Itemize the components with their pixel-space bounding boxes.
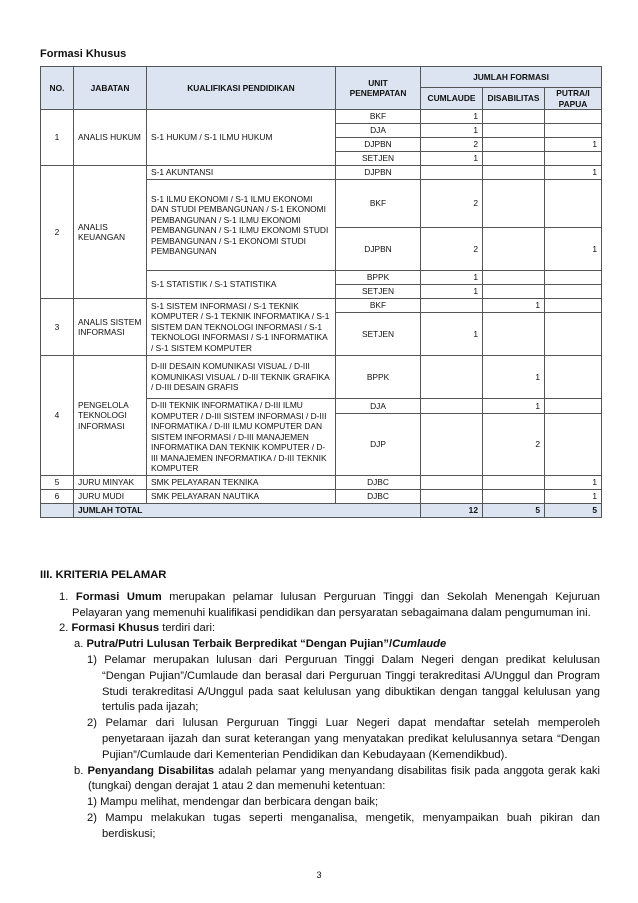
jabatan-cell: JURU MUDI: [74, 489, 147, 503]
header-putra-papua: PUTRA/I PAPUA: [545, 88, 602, 110]
item-bold-label: Formasi Umum: [75, 590, 162, 603]
putra-papua-cell: [545, 110, 602, 124]
criteria-item-formasi-umum: [40, 590, 600, 622]
disabilitas-cell: [483, 228, 545, 271]
disabilitas-cell: 2: [483, 413, 545, 475]
table-row: [41, 356, 602, 399]
cumlaude-cell: 1: [421, 124, 483, 138]
formasi-khusus-table: [40, 66, 602, 518]
putra-papua-cell: [545, 124, 602, 138]
disabilitas-cell: [483, 138, 545, 152]
disabilitas-cell: 1: [483, 399, 545, 414]
kualifikasi-cell: S-1 SISTEM INFORMASI / S-1 TEKNIK KOMPUTER / S-1 TEKNIK INFORMATIKA / S-1 SISTEM DAN TEKNOLOGI INFORMASI / S-1 TEKNOLOGI INFORMASI / S-1 INFORMATIKA / S-1 SISTEM KOMPUTER: [147, 299, 336, 356]
jabatan-cell: ANALIS KEUANGAN: [74, 166, 147, 299]
putra-papua-cell: [545, 413, 602, 475]
cumlaude-cell: [421, 489, 483, 503]
kualifikasi-cell: S-1 ILMU EKONOMI / S-1 ILMU EKONOMI DAN STUDI PEMBANGUNAN / S-1 EKONOMI PEMBANGUNAN / S-1 ILMU EKONOMI PEMBANGUNAN / S-1 ILMU EKONOMI STUDI PEMBANGUNAN / S-1 EKONOMI STUDI PEMBANGUNAN: [147, 180, 336, 271]
row-number: 2: [41, 166, 74, 299]
unit-penempatan-cell: DJPBN: [336, 166, 421, 180]
subitem-cumlaude-1: [40, 653, 600, 716]
section-title: Formasi Khusus: [40, 48, 127, 60]
row-number: 3: [41, 299, 74, 356]
section-heading: III. KRITERIA PELAMAR: [40, 569, 167, 581]
item-text: merupakan pelamar lulusan Perguruan Tinggi dan Sekolah Menengah Kejuruan Pelayaran yang memenuhi kualifikasi pendidikan dan persyaratan sebagaimana dalam pengumuman ini.: [72, 590, 600, 619]
cumlaude-cell: 1: [421, 285, 483, 299]
header-disabilitas: DISABILITAS: [483, 88, 545, 110]
unit-penempatan-cell: SETJEN: [336, 152, 421, 166]
kualifikasi-cell: S-1 HUKUM / S-1 ILMU HUKUM: [147, 110, 336, 166]
total-putra-papua: 5: [545, 503, 602, 517]
total-row: [41, 503, 602, 517]
disabilitas-cell: [483, 489, 545, 503]
putra-papua-cell: 1: [545, 228, 602, 271]
jabatan-cell: PENGELOLA TEKNOLOGI INFORMASI: [74, 356, 147, 476]
item-bold-label: Formasi Khusus: [71, 622, 160, 635]
disabilitas-cell: [483, 166, 545, 180]
item-number: b.: [74, 764, 84, 777]
item-text: Pelamar dari lulusan Perguruan Tinggi Luar Negeri dapat mendaftar setelah memperoleh penyetaraan ijazah dan surat keterangan yang menyatakan predikat kelulusannya setara “Dengan Pujian”/Cumlaude dari Kementerian Pendidikan dan Kebudayaan (Kemendikbud).: [102, 717, 601, 761]
page-number: 3: [316, 870, 322, 880]
disabilitas-cell: [483, 271, 545, 285]
unit-penempatan-cell: DJA: [336, 399, 421, 414]
jabatan-cell: ANALIS HUKUM: [74, 110, 147, 166]
item-number: a.: [74, 638, 84, 651]
cumlaude-cell: [421, 299, 483, 313]
subitem-disabilitas-2: [40, 811, 600, 843]
total-cumlaude: 12: [421, 503, 483, 517]
subitem-disabilitas: [40, 764, 600, 796]
cumlaude-cell: 1: [421, 110, 483, 124]
header-no: NO.: [41, 67, 74, 110]
row-number: 4: [41, 356, 74, 476]
putra-papua-cell: 1: [545, 138, 602, 152]
unit-penempatan-cell: DJP: [336, 413, 421, 475]
unit-penempatan-cell: BKF: [336, 299, 421, 313]
putra-papua-cell: 1: [545, 166, 602, 180]
item-number: 1): [87, 653, 97, 666]
item-text: Pelamar merupakan lulusan dari Perguruan Tinggi Dalam Negeri dengan predikat kelulusan “Dengan Pujian”/Cumlaude dan berasal dari Perguruan Tinggi terakreditasi A/Unggul dan Program Studi terakreditasi A/Unggul pada saat kelulusan yang dibuktikan dengan tanggal kelulusan yang tertulis pada ijazah;: [102, 653, 600, 714]
jabatan-cell: ANALIS SISTEM INFORMASI: [74, 299, 147, 356]
putra-papua-cell: [545, 285, 602, 299]
cumlaude-cell: 1: [421, 271, 483, 285]
total-label: JUMLAH TOTAL: [74, 503, 421, 517]
disabilitas-cell: 1: [483, 299, 545, 313]
item-italic-label: Cumlaude: [392, 638, 447, 651]
table-row: [41, 489, 602, 503]
unit-penempatan-cell: DJPBN: [336, 228, 421, 271]
disabilitas-cell: [483, 152, 545, 166]
subitem-cumlaude-2: [40, 716, 600, 763]
subitem-cumlaude: [40, 637, 600, 653]
kualifikasi-cell: S-1 AKUNTANSI: [147, 166, 336, 180]
cumlaude-cell: 2: [421, 138, 483, 152]
putra-papua-cell: 1: [545, 475, 602, 489]
unit-penempatan-cell: DJA: [336, 124, 421, 138]
header-cumlaude: CUMLAUDE: [421, 88, 483, 110]
item-text: adalah pelamar yang menyandang disabilitas fisik pada anggota gerak kaki (tungkai) dengan derajat 1 atau 2 dan memenuhi ketentuan:: [88, 764, 601, 793]
putra-papua-cell: [545, 313, 602, 356]
unit-penempatan-cell: DJBC: [336, 475, 421, 489]
cumlaude-cell: 1: [421, 152, 483, 166]
kualifikasi-cell: SMK PELAYARAN NAUTIKA: [147, 489, 336, 503]
cumlaude-cell: 2: [421, 180, 483, 228]
unit-penempatan-cell: SETJEN: [336, 313, 421, 356]
total-empty-cell: [41, 503, 74, 517]
row-number: 6: [41, 489, 74, 503]
cumlaude-cell: [421, 356, 483, 399]
row-number: 1: [41, 110, 74, 166]
disabilitas-cell: [483, 180, 545, 228]
header-kualifikasi: KUALIFIKASI PENDIDIKAN: [147, 67, 336, 110]
subitem-disabilitas-1: [40, 795, 600, 811]
putra-papua-cell: [545, 180, 602, 228]
kualifikasi-cell: D-III DESAIN KOMUNIKASI VISUAL / D-III KOMUNIKASI VISUAL / D-III TEKNIK GRAFIKA / D-III DESAIN GRAFIS: [147, 356, 336, 399]
row-number: 5: [41, 475, 74, 489]
item-number: 2): [87, 717, 97, 730]
disabilitas-cell: [483, 475, 545, 489]
item-text: Mampu melakukan tugas seperti menganalisa, mengetik, menyampaikan buah pikiran dan berdiskusi;: [102, 811, 600, 840]
kriteria-pelamar-section: [40, 568, 600, 843]
unit-penempatan-cell: BPPK: [336, 271, 421, 285]
kualifikasi-cell: SMK PELAYARAN TEKNIKA: [147, 475, 336, 489]
putra-papua-cell: [545, 356, 602, 399]
cumlaude-cell: [421, 475, 483, 489]
header-unit-penempatan: UNIT PENEMPATAN: [336, 67, 421, 110]
putra-papua-cell: [545, 299, 602, 313]
unit-penempatan-cell: BPPK: [336, 356, 421, 399]
table-row: [41, 166, 602, 180]
item-number: 1): [87, 796, 97, 809]
unit-penempatan-cell: BKF: [336, 110, 421, 124]
criteria-item-formasi-khusus: [40, 621, 600, 637]
unit-penempatan-cell: SETJEN: [336, 285, 421, 299]
disabilitas-cell: 1: [483, 356, 545, 399]
kualifikasi-cell: D-III TEKNIK INFORMATIKA / D-III ILMU KOMPUTER / D-III SISTEM INFORMASI / D-III INFORMATIKA / D-III ILMU KOMPUTER DAN SISTEM INFORMASI / D-III MANAJEMEN INFORMATIKA DAN TEKNIK KOMPUTER / D-III MANAJEMEN INFORMATIKA / D-III TEKNIK KOMPUTER: [147, 399, 336, 476]
putra-papua-cell: [545, 271, 602, 285]
header-jabatan: JABATAN: [74, 67, 147, 110]
item-text: terdiri dari:: [159, 622, 216, 635]
jabatan-cell: JURU MINYAK: [74, 475, 147, 489]
disabilitas-cell: [483, 124, 545, 138]
unit-penempatan-cell: BKF: [336, 180, 421, 228]
item-bold-label: Penyandang Disabilitas: [87, 764, 215, 777]
header-jumlah-formasi: JUMLAH FORMASI: [421, 67, 602, 88]
cumlaude-cell: [421, 166, 483, 180]
kualifikasi-cell: S-1 STATISTIK / S-1 STATISTIKA: [147, 271, 336, 299]
cumlaude-cell: [421, 413, 483, 475]
disabilitas-cell: [483, 285, 545, 299]
table-body: [41, 110, 602, 518]
table-row: [41, 299, 602, 313]
disabilitas-cell: [483, 110, 545, 124]
cumlaude-cell: 2: [421, 228, 483, 271]
item-bold-label: Putra/Putri Lulusan Terbaik Berpredikat “Dengan Pujian”/: [86, 638, 393, 651]
item-number: 2.: [59, 622, 69, 635]
item-number: 2): [87, 811, 97, 824]
item-text: Mampu melihat, mendengar dan berbicara dengan baik;: [100, 796, 379, 809]
unit-penempatan-cell: DJBC: [336, 489, 421, 503]
putra-papua-cell: 1: [545, 489, 602, 503]
cumlaude-cell: [421, 399, 483, 414]
table-row: [41, 475, 602, 489]
putra-papua-cell: [545, 152, 602, 166]
unit-penempatan-cell: DJPBN: [336, 138, 421, 152]
table-row: [41, 110, 602, 124]
disabilitas-cell: [483, 313, 545, 356]
item-number: 1.: [59, 590, 69, 603]
total-disabilitas: 5: [483, 503, 545, 517]
putra-papua-cell: [545, 399, 602, 414]
cumlaude-cell: 1: [421, 313, 483, 356]
